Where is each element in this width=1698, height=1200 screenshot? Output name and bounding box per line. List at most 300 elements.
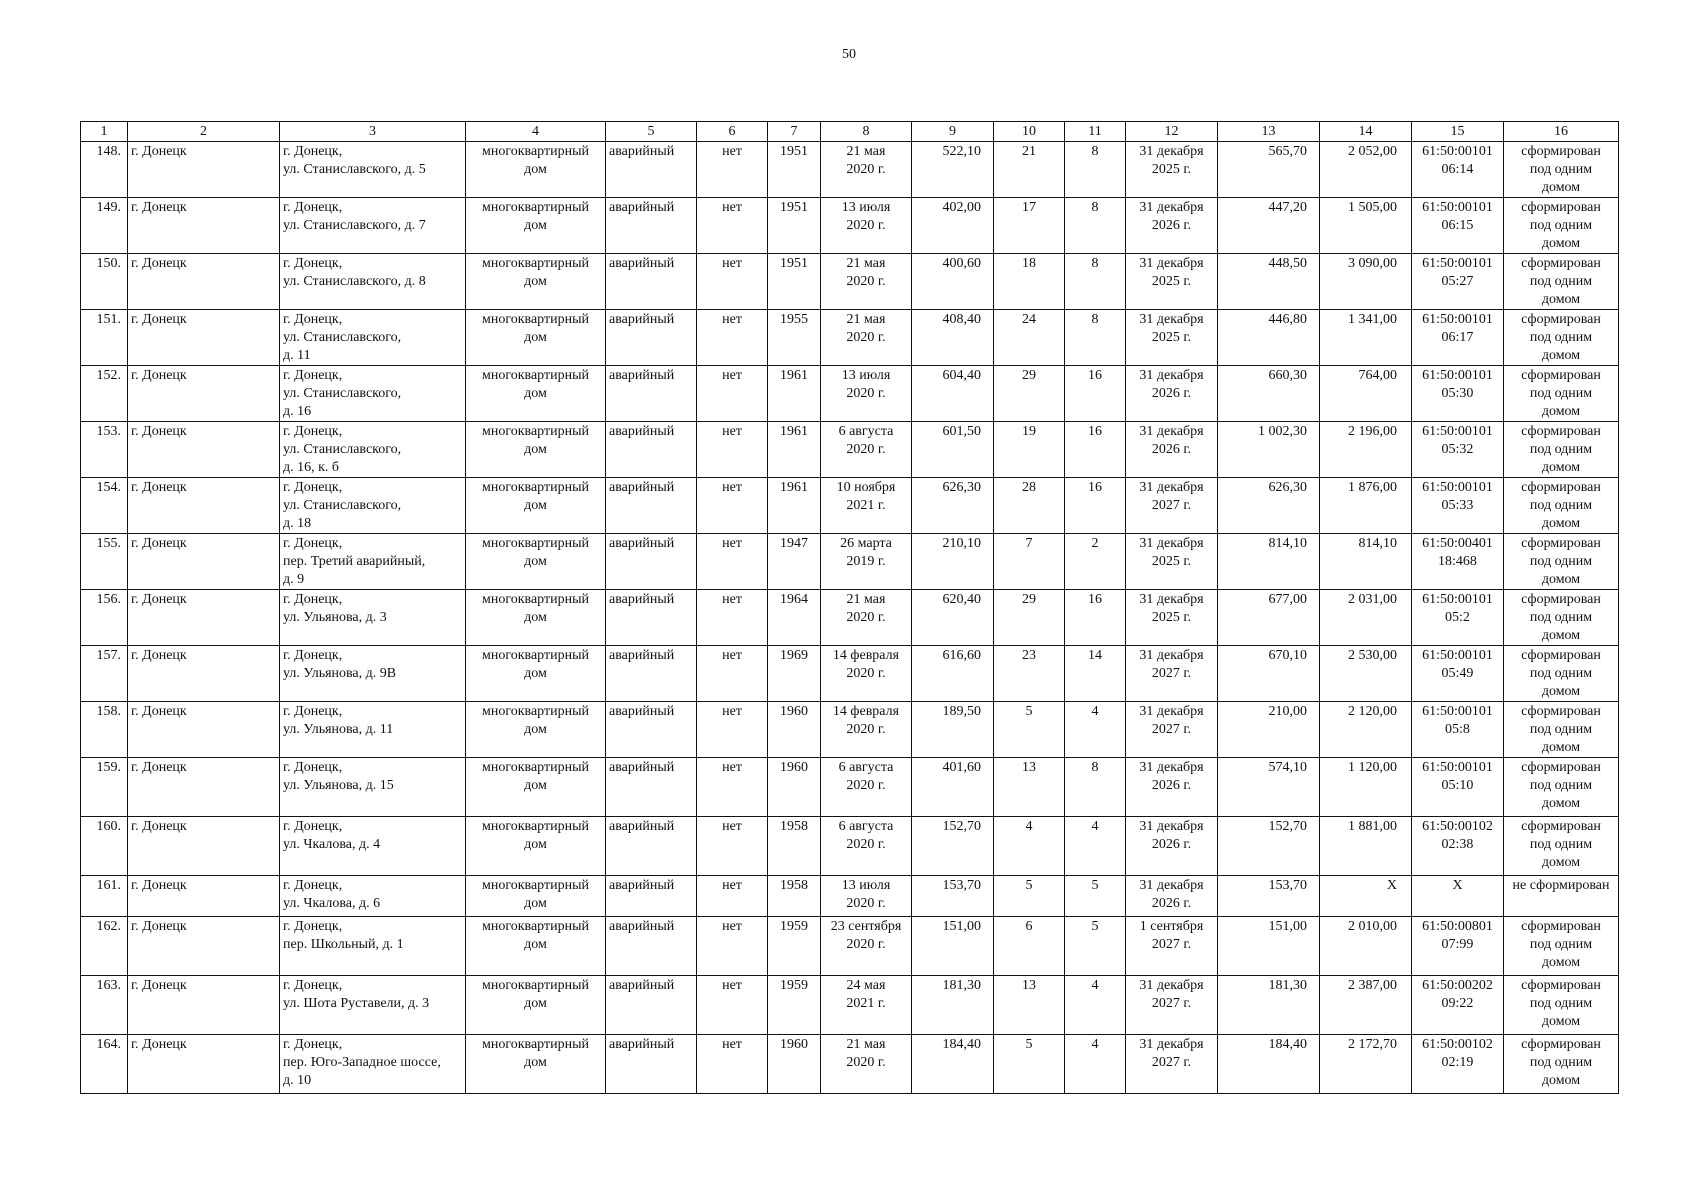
planned-resettlement-date-cell: 31 декабря 2027 г. — [1126, 702, 1218, 758]
year-built-cell: 1958 — [768, 876, 821, 917]
land-plot-status-cell: сформирован под одним домом — [1504, 976, 1619, 1035]
land-plot-status-cell: сформирован под одним домом — [1504, 254, 1619, 310]
table-row — [81, 646, 1619, 702]
condition-cell: аварийный — [606, 198, 697, 254]
condition-cell: аварийный — [606, 876, 697, 917]
land-area-cell: 814,10 — [1320, 534, 1412, 590]
premises-count-cell: 4 — [1065, 702, 1126, 758]
column-header-6: 6 — [697, 122, 768, 142]
planned-resettlement-date-cell: 31 декабря 2025 г. — [1126, 534, 1218, 590]
address-cell: г. Донецк, ул. Ульянова, д. 9В — [280, 646, 466, 702]
cultural-heritage-cell: нет — [697, 976, 768, 1035]
premises-count-cell: 4 — [1065, 1035, 1126, 1094]
cultural-heritage-cell: нет — [697, 702, 768, 758]
cadastral-number-cell: 61:50:00101 05:49 — [1412, 646, 1504, 702]
premises-count-cell: 16 — [1065, 422, 1126, 478]
row-number-cell: 149. — [81, 198, 128, 254]
recognition-date-cell: 21 мая 2020 г. — [821, 254, 912, 310]
column-header-11: 11 — [1065, 122, 1126, 142]
living-area-cell: 626,30 — [1218, 478, 1320, 534]
condition-cell: аварийный — [606, 366, 697, 422]
column-header-3: 3 — [280, 122, 466, 142]
municipality-cell: г. Донецк — [128, 198, 280, 254]
land-plot-status-cell: сформирован под одним домом — [1504, 817, 1619, 876]
living-area-cell: 151,00 — [1218, 917, 1320, 976]
recognition-date-cell: 10 ноября 2021 г. — [821, 478, 912, 534]
year-built-cell: 1961 — [768, 422, 821, 478]
total-area-cell: 400,60 — [912, 254, 994, 310]
premises-count-cell: 16 — [1065, 478, 1126, 534]
planned-resettlement-date-cell: 31 декабря 2027 г. — [1126, 478, 1218, 534]
building-type-cell: многоквартирный дом — [466, 1035, 606, 1094]
land-plot-status-cell: сформирован под одним домом — [1504, 478, 1619, 534]
total-area-cell: 626,30 — [912, 478, 994, 534]
year-built-cell: 1955 — [768, 310, 821, 366]
premises-count-cell: 4 — [1065, 817, 1126, 876]
municipality-cell: г. Донецк — [128, 422, 280, 478]
premises-count-cell: 5 — [1065, 917, 1126, 976]
living-area-cell: 677,00 — [1218, 590, 1320, 646]
total-area-cell: 401,60 — [912, 758, 994, 817]
cadastral-number-cell: 61:50:00102 02:19 — [1412, 1035, 1504, 1094]
table-row — [81, 478, 1619, 534]
column-header-5: 5 — [606, 122, 697, 142]
year-built-cell: 1961 — [768, 478, 821, 534]
table-row — [81, 817, 1619, 876]
recognition-date-cell: 21 мая 2020 г. — [821, 1035, 912, 1094]
land-area-cell: 764,00 — [1320, 366, 1412, 422]
condition-cell: аварийный — [606, 1035, 697, 1094]
row-number-cell: 156. — [81, 590, 128, 646]
land-plot-status-cell: сформирован под одним домом — [1504, 310, 1619, 366]
living-area-cell: 446,80 — [1218, 310, 1320, 366]
municipality-cell: г. Донецк — [128, 142, 280, 198]
residents-count-cell: 29 — [994, 590, 1065, 646]
address-cell: г. Донецк, ул. Чкалова, д. 4 — [280, 817, 466, 876]
premises-count-cell: 8 — [1065, 758, 1126, 817]
residents-count-cell: 28 — [994, 478, 1065, 534]
total-area-cell: 181,30 — [912, 976, 994, 1035]
land-plot-status-cell: сформирован под одним домом — [1504, 646, 1619, 702]
planned-resettlement-date-cell: 31 декабря 2026 г. — [1126, 817, 1218, 876]
year-built-cell: 1960 — [768, 1035, 821, 1094]
living-area-cell: 184,40 — [1218, 1035, 1320, 1094]
table-row — [81, 758, 1619, 817]
table-row — [81, 590, 1619, 646]
recognition-date-cell: 6 августа 2020 г. — [821, 422, 912, 478]
land-area-cell: 1 505,00 — [1320, 198, 1412, 254]
column-header-10: 10 — [994, 122, 1065, 142]
land-plot-status-cell: сформирован под одним домом — [1504, 422, 1619, 478]
row-number-cell: 158. — [81, 702, 128, 758]
total-area-cell: 408,40 — [912, 310, 994, 366]
municipality-cell: г. Донецк — [128, 917, 280, 976]
address-cell: г. Донецк, пер. Юго-Западное шоссе, д. 10 — [280, 1035, 466, 1094]
residents-count-cell: 4 — [994, 817, 1065, 876]
total-area-cell: 601,50 — [912, 422, 994, 478]
land-area-cell: 2 031,00 — [1320, 590, 1412, 646]
total-area-cell: 210,10 — [912, 534, 994, 590]
building-type-cell: многоквартирный дом — [466, 366, 606, 422]
municipality-cell: г. Донецк — [128, 478, 280, 534]
address-cell: г. Донецк, пер. Третий аварийный, д. 9 — [280, 534, 466, 590]
address-cell: г. Донецк, ул. Станиславского, д. 8 — [280, 254, 466, 310]
planned-resettlement-date-cell: 1 сентября 2027 г. — [1126, 917, 1218, 976]
building-type-cell: многоквартирный дом — [466, 310, 606, 366]
year-built-cell: 1969 — [768, 646, 821, 702]
cultural-heritage-cell: нет — [697, 422, 768, 478]
municipality-cell: г. Донецк — [128, 817, 280, 876]
cultural-heritage-cell: нет — [697, 254, 768, 310]
land-plot-status-cell: не сформирован — [1504, 876, 1619, 917]
residents-count-cell: 7 — [994, 534, 1065, 590]
recognition-date-cell: 23 сентября 2020 г. — [821, 917, 912, 976]
planned-resettlement-date-cell: 31 декабря 2027 г. — [1126, 976, 1218, 1035]
table-row — [81, 198, 1619, 254]
living-area-cell: 565,70 — [1218, 142, 1320, 198]
row-number-cell: 153. — [81, 422, 128, 478]
address-cell: г. Донецк, ул. Станиславского, д. 5 — [280, 142, 466, 198]
condition-cell: аварийный — [606, 758, 697, 817]
column-number-header-row — [81, 122, 1619, 142]
building-type-cell: многоквартирный дом — [466, 876, 606, 917]
row-number-cell: 164. — [81, 1035, 128, 1094]
residents-count-cell: 13 — [994, 758, 1065, 817]
municipality-cell: г. Донецк — [128, 590, 280, 646]
cadastral-number-cell: 61:50:00202 09:22 — [1412, 976, 1504, 1035]
cadastral-number-cell: 61:50:00101 05:8 — [1412, 702, 1504, 758]
address-cell: г. Донецк, ул. Ульянова, д. 15 — [280, 758, 466, 817]
year-built-cell: 1961 — [768, 366, 821, 422]
table-body — [81, 142, 1619, 1094]
total-area-cell: 616,60 — [912, 646, 994, 702]
cadastral-number-cell: 61:50:00101 05:30 — [1412, 366, 1504, 422]
land-area-cell: 1 120,00 — [1320, 758, 1412, 817]
total-area-cell: 153,70 — [912, 876, 994, 917]
address-cell: г. Донецк, пер. Школьный, д. 1 — [280, 917, 466, 976]
row-number-cell: 155. — [81, 534, 128, 590]
total-area-cell: 189,50 — [912, 702, 994, 758]
cadastral-number-cell: 61:50:00101 06:17 — [1412, 310, 1504, 366]
premises-count-cell: 5 — [1065, 876, 1126, 917]
year-built-cell: 1951 — [768, 254, 821, 310]
year-built-cell: 1964 — [768, 590, 821, 646]
condition-cell: аварийный — [606, 142, 697, 198]
building-type-cell: многоквартирный дом — [466, 254, 606, 310]
address-cell: г. Донецк, ул. Станиславского, д. 16, к. б — [280, 422, 466, 478]
living-area-cell: 448,50 — [1218, 254, 1320, 310]
table-row — [81, 254, 1619, 310]
land-plot-status-cell: сформирован под одним домом — [1504, 917, 1619, 976]
premises-count-cell: 8 — [1065, 198, 1126, 254]
building-type-cell: многоквартирный дом — [466, 817, 606, 876]
condition-cell: аварийный — [606, 702, 697, 758]
municipality-cell: г. Донецк — [128, 310, 280, 366]
row-number-cell: 151. — [81, 310, 128, 366]
planned-resettlement-date-cell: 31 декабря 2025 г. — [1126, 590, 1218, 646]
cadastral-number-cell: 61:50:00101 05:10 — [1412, 758, 1504, 817]
municipality-cell: г. Донецк — [128, 646, 280, 702]
land-area-cell: 2 530,00 — [1320, 646, 1412, 702]
planned-resettlement-date-cell: 31 декабря 2026 г. — [1126, 758, 1218, 817]
column-header-8: 8 — [821, 122, 912, 142]
column-header-14: 14 — [1320, 122, 1412, 142]
column-header-12: 12 — [1126, 122, 1218, 142]
total-area-cell: 604,40 — [912, 366, 994, 422]
building-type-cell: многоквартирный дом — [466, 646, 606, 702]
cultural-heritage-cell: нет — [697, 646, 768, 702]
municipality-cell: г. Донецк — [128, 534, 280, 590]
row-number-cell: 161. — [81, 876, 128, 917]
residents-count-cell: 17 — [994, 198, 1065, 254]
premises-count-cell: 16 — [1065, 366, 1126, 422]
condition-cell: аварийный — [606, 422, 697, 478]
residents-count-cell: 19 — [994, 422, 1065, 478]
living-area-cell: 447,20 — [1218, 198, 1320, 254]
row-number-cell: 162. — [81, 917, 128, 976]
building-type-cell: многоквартирный дом — [466, 758, 606, 817]
row-number-cell: 152. — [81, 366, 128, 422]
living-area-cell: 1 002,30 — [1218, 422, 1320, 478]
year-built-cell: 1959 — [768, 976, 821, 1035]
cultural-heritage-cell: нет — [697, 917, 768, 976]
row-number-cell: 157. — [81, 646, 128, 702]
table-row — [81, 310, 1619, 366]
table-row — [81, 876, 1619, 917]
residents-count-cell: 5 — [994, 876, 1065, 917]
row-number-cell: 148. — [81, 142, 128, 198]
address-cell: г. Донецк, ул. Ульянова, д. 11 — [280, 702, 466, 758]
condition-cell: аварийный — [606, 976, 697, 1035]
living-area-cell: 670,10 — [1218, 646, 1320, 702]
residents-count-cell: 6 — [994, 917, 1065, 976]
residents-count-cell: 29 — [994, 366, 1065, 422]
building-type-cell: многоквартирный дом — [466, 917, 606, 976]
row-number-cell: 150. — [81, 254, 128, 310]
cadastral-number-cell: 61:50:00101 05:33 — [1412, 478, 1504, 534]
building-type-cell: многоквартирный дом — [466, 142, 606, 198]
residents-count-cell: 5 — [994, 702, 1065, 758]
page-number: 50 — [842, 47, 856, 62]
cultural-heritage-cell: нет — [697, 1035, 768, 1094]
address-cell: г. Донецк, ул. Станиславского, д. 11 — [280, 310, 466, 366]
row-number-cell: 159. — [81, 758, 128, 817]
column-header-4: 4 — [466, 122, 606, 142]
premises-count-cell: 16 — [1065, 590, 1126, 646]
address-cell: г. Донецк, ул. Станиславского, д. 7 — [280, 198, 466, 254]
year-built-cell: 1951 — [768, 198, 821, 254]
condition-cell: аварийный — [606, 590, 697, 646]
condition-cell: аварийный — [606, 534, 697, 590]
condition-cell: аварийный — [606, 646, 697, 702]
table-row — [81, 1035, 1619, 1094]
column-header-13: 13 — [1218, 122, 1320, 142]
building-type-cell: многоквартирный дом — [466, 422, 606, 478]
land-plot-status-cell: сформирован под одним домом — [1504, 702, 1619, 758]
cadastral-number-cell: 61:50:00801 07:99 — [1412, 917, 1504, 976]
row-number-cell: 160. — [81, 817, 128, 876]
cadastral-number-cell: Х — [1412, 876, 1504, 917]
column-header-2: 2 — [128, 122, 280, 142]
land-area-cell: 2 387,00 — [1320, 976, 1412, 1035]
premises-count-cell: 8 — [1065, 142, 1126, 198]
municipality-cell: г. Донецк — [128, 366, 280, 422]
total-area-cell: 152,70 — [912, 817, 994, 876]
living-area-cell: 210,00 — [1218, 702, 1320, 758]
premises-count-cell: 4 — [1065, 976, 1126, 1035]
land-area-cell: 2 172,70 — [1320, 1035, 1412, 1094]
residents-count-cell: 21 — [994, 142, 1065, 198]
building-type-cell: многоквартирный дом — [466, 702, 606, 758]
land-plot-status-cell: сформирован под одним домом — [1504, 1035, 1619, 1094]
total-area-cell: 184,40 — [912, 1035, 994, 1094]
cultural-heritage-cell: нет — [697, 758, 768, 817]
cadastral-number-cell: 61:50:00101 05:32 — [1412, 422, 1504, 478]
table-row — [81, 366, 1619, 422]
address-cell: г. Донецк, ул. Станиславского, д. 16 — [280, 366, 466, 422]
municipality-cell: г. Донецк — [128, 1035, 280, 1094]
total-area-cell: 151,00 — [912, 917, 994, 976]
premises-count-cell: 14 — [1065, 646, 1126, 702]
living-area-cell: 152,70 — [1218, 817, 1320, 876]
condition-cell: аварийный — [606, 478, 697, 534]
cadastral-number-cell: 61:50:00101 05:2 — [1412, 590, 1504, 646]
municipality-cell: г. Донецк — [128, 976, 280, 1035]
land-area-cell: 1 881,00 — [1320, 817, 1412, 876]
living-area-cell: 814,10 — [1218, 534, 1320, 590]
recognition-date-cell: 13 июля 2020 г. — [821, 198, 912, 254]
land-area-cell: 1 341,00 — [1320, 310, 1412, 366]
living-area-cell: 574,10 — [1218, 758, 1320, 817]
cultural-heritage-cell: нет — [697, 590, 768, 646]
condition-cell: аварийный — [606, 310, 697, 366]
column-header-15: 15 — [1412, 122, 1504, 142]
cultural-heritage-cell: нет — [697, 817, 768, 876]
land-area-cell: 2 120,00 — [1320, 702, 1412, 758]
table-row — [81, 702, 1619, 758]
recognition-date-cell: 6 августа 2020 г. — [821, 758, 912, 817]
land-plot-status-cell: сформирован под одним домом — [1504, 366, 1619, 422]
column-header-7: 7 — [768, 122, 821, 142]
cultural-heritage-cell: нет — [697, 310, 768, 366]
land-area-cell: 2 010,00 — [1320, 917, 1412, 976]
municipality-cell: г. Донецк — [128, 876, 280, 917]
cultural-heritage-cell: нет — [697, 534, 768, 590]
recognition-date-cell: 14 февраля 2020 г. — [821, 702, 912, 758]
planned-resettlement-date-cell: 31 декабря 2026 г. — [1126, 198, 1218, 254]
residents-count-cell: 18 — [994, 254, 1065, 310]
address-cell: г. Донецк, ул. Шота Руставели, д. 3 — [280, 976, 466, 1035]
land-plot-status-cell: сформирован под одним домом — [1504, 198, 1619, 254]
recognition-date-cell: 13 июля 2020 г. — [821, 366, 912, 422]
land-plot-status-cell: сформирован под одним домом — [1504, 534, 1619, 590]
planned-resettlement-date-cell: 31 декабря 2025 г. — [1126, 142, 1218, 198]
cultural-heritage-cell: нет — [697, 366, 768, 422]
planned-resettlement-date-cell: 31 декабря 2025 г. — [1126, 254, 1218, 310]
cadastral-number-cell: 61:50:00401 18:468 — [1412, 534, 1504, 590]
municipality-cell: г. Донецк — [128, 702, 280, 758]
cultural-heritage-cell: нет — [697, 876, 768, 917]
recognition-date-cell: 26 марта 2019 г. — [821, 534, 912, 590]
recognition-date-cell: 21 мая 2020 г. — [821, 142, 912, 198]
building-type-cell: многоквартирный дом — [466, 590, 606, 646]
land-area-cell: 2 052,00 — [1320, 142, 1412, 198]
recognition-date-cell: 6 августа 2020 г. — [821, 817, 912, 876]
year-built-cell: 1951 — [768, 142, 821, 198]
recognition-date-cell: 21 мая 2020 г. — [821, 590, 912, 646]
planned-resettlement-date-cell: 31 декабря 2027 г. — [1126, 646, 1218, 702]
residents-count-cell: 13 — [994, 976, 1065, 1035]
row-number-cell: 154. — [81, 478, 128, 534]
building-type-cell: многоквартирный дом — [466, 976, 606, 1035]
total-area-cell: 522,10 — [912, 142, 994, 198]
land-plot-status-cell: сформирован под одним домом — [1504, 758, 1619, 817]
year-built-cell: 1958 — [768, 817, 821, 876]
table-row — [81, 976, 1619, 1035]
land-plot-status-cell: сформирован под одним домом — [1504, 142, 1619, 198]
column-header-1: 1 — [81, 122, 128, 142]
column-header-9: 9 — [912, 122, 994, 142]
planned-resettlement-date-cell: 31 декабря 2026 г. — [1126, 422, 1218, 478]
year-built-cell: 1959 — [768, 917, 821, 976]
table-row — [81, 917, 1619, 976]
cultural-heritage-cell: нет — [697, 142, 768, 198]
recognition-date-cell: 14 февраля 2020 г. — [821, 646, 912, 702]
planned-resettlement-date-cell: 31 декабря 2026 г. — [1126, 366, 1218, 422]
residents-count-cell: 23 — [994, 646, 1065, 702]
year-built-cell: 1960 — [768, 758, 821, 817]
living-area-cell: 153,70 — [1218, 876, 1320, 917]
address-cell: г. Донецк, ул. Станиславского, д. 18 — [280, 478, 466, 534]
land-area-cell: 1 876,00 — [1320, 478, 1412, 534]
building-type-cell: многоквартирный дом — [466, 478, 606, 534]
cadastral-number-cell: 61:50:00102 02:38 — [1412, 817, 1504, 876]
column-header-16: 16 — [1504, 122, 1619, 142]
building-type-cell: многоквартирный дом — [466, 534, 606, 590]
residents-count-cell: 5 — [994, 1035, 1065, 1094]
housing-registry-table — [80, 121, 1619, 1094]
recognition-date-cell: 21 мая 2020 г. — [821, 310, 912, 366]
living-area-cell: 660,30 — [1218, 366, 1320, 422]
table-row — [81, 142, 1619, 198]
municipality-cell: г. Донецк — [128, 254, 280, 310]
premises-count-cell: 8 — [1065, 254, 1126, 310]
recognition-date-cell: 13 июля 2020 г. — [821, 876, 912, 917]
cultural-heritage-cell: нет — [697, 478, 768, 534]
cultural-heritage-cell: нет — [697, 198, 768, 254]
condition-cell: аварийный — [606, 817, 697, 876]
condition-cell: аварийный — [606, 917, 697, 976]
building-type-cell: многоквартирный дом — [466, 198, 606, 254]
land-plot-status-cell: сформирован под одним домом — [1504, 590, 1619, 646]
table-row — [81, 534, 1619, 590]
address-cell: г. Донецк, ул. Чкалова, д. 6 — [280, 876, 466, 917]
condition-cell: аварийный — [606, 254, 697, 310]
cadastral-number-cell: 61:50:00101 06:15 — [1412, 198, 1504, 254]
land-area-cell: Х — [1320, 876, 1412, 917]
cadastral-number-cell: 61:50:00101 06:14 — [1412, 142, 1504, 198]
municipality-cell: г. Донецк — [128, 758, 280, 817]
residents-count-cell: 24 — [994, 310, 1065, 366]
row-number-cell: 163. — [81, 976, 128, 1035]
living-area-cell: 181,30 — [1218, 976, 1320, 1035]
planned-resettlement-date-cell: 31 декабря 2026 г. — [1126, 876, 1218, 917]
land-area-cell: 3 090,00 — [1320, 254, 1412, 310]
planned-resettlement-date-cell: 31 декабря 2027 г. — [1126, 1035, 1218, 1094]
land-area-cell: 2 196,00 — [1320, 422, 1412, 478]
year-built-cell: 1947 — [768, 534, 821, 590]
year-built-cell: 1960 — [768, 702, 821, 758]
